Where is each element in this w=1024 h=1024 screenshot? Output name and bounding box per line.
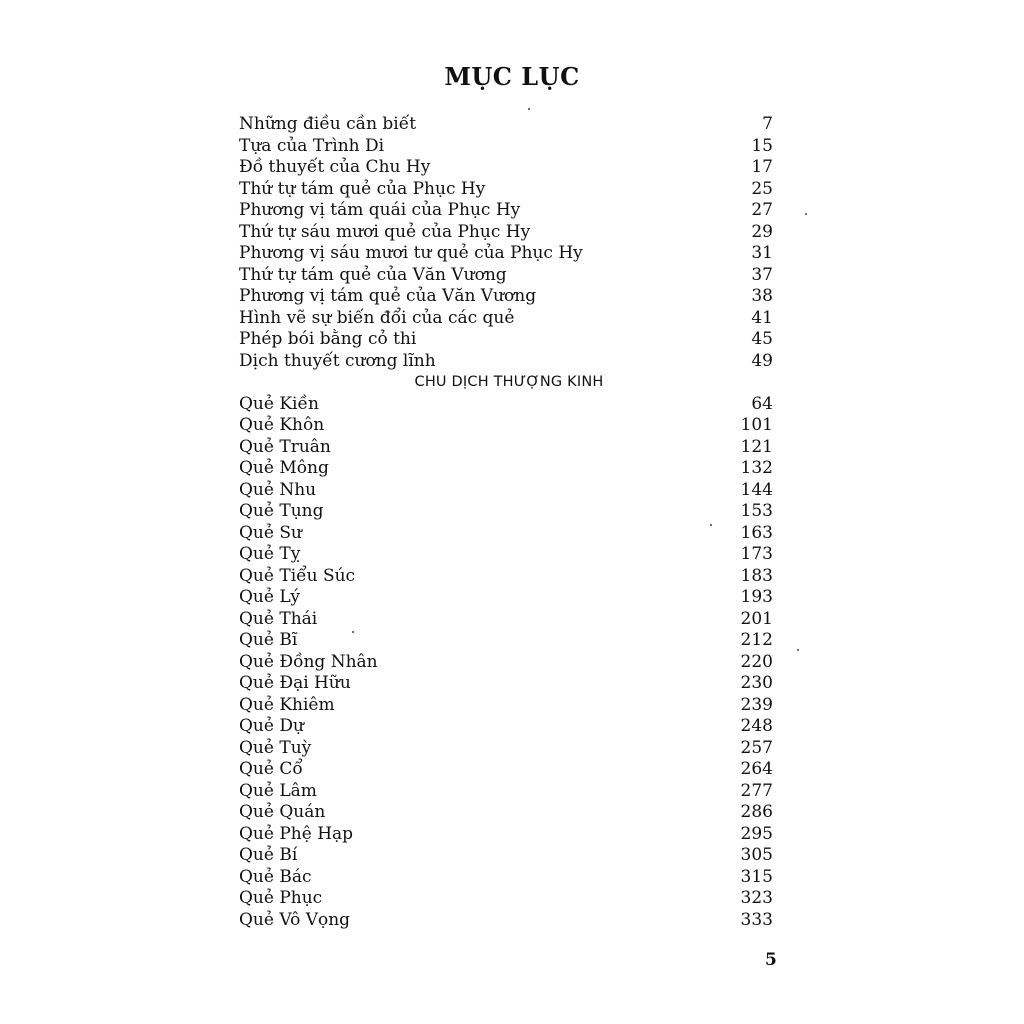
toc-entry xyxy=(239,480,779,502)
toc-entry xyxy=(239,566,779,588)
table-of-contents xyxy=(239,114,779,931)
toc-entry-label: Quẻ Tuỳ xyxy=(239,737,312,758)
toc-entry xyxy=(239,888,779,910)
toc-entry xyxy=(239,415,779,437)
toc-entry-page: 257 xyxy=(740,737,773,758)
toc-entry-page: 49 xyxy=(751,350,773,371)
toc-entry xyxy=(239,759,779,781)
toc-entry xyxy=(239,609,779,631)
toc-entry-page: 230 xyxy=(740,673,773,693)
toc-entry xyxy=(239,458,779,480)
toc-entry-page: 27 xyxy=(751,200,773,220)
toc-entry-page: 295 xyxy=(740,823,773,844)
toc-entry-label: Quẻ Thái xyxy=(239,608,318,629)
toc-entry-page: 153 xyxy=(740,501,773,521)
toc-entry-label: Phương vị tám quái của Phục Hy xyxy=(239,200,521,220)
toc-entry-page: 7 xyxy=(762,114,773,134)
toc-entry-page: 41 xyxy=(751,307,773,328)
toc-entry-page: 163 xyxy=(740,522,773,543)
toc-entry-label: Đồ thuyết của Chu Hy xyxy=(239,157,431,177)
toc-entry-page: 29 xyxy=(751,221,773,242)
toc-entry-page: 144 xyxy=(740,479,773,500)
toc-entry-label: Quẻ Đồng Nhân xyxy=(239,651,378,672)
toc-entry xyxy=(239,200,779,222)
toc-entry-label: Thứ tự tám quẻ của Văn Vương xyxy=(239,264,507,285)
toc-entry-label: Quẻ Sư xyxy=(239,522,302,543)
toc-entry xyxy=(239,394,779,416)
toc-entry-label: Quẻ Lâm xyxy=(239,780,317,801)
toc-entry xyxy=(239,501,779,523)
toc-entry-page: 31 xyxy=(751,243,773,263)
toc-entry xyxy=(239,157,779,179)
toc-entry xyxy=(239,781,779,803)
toc-entry-label: Phép bói bằng cỏ thi xyxy=(239,329,417,349)
toc-entry-label: Quẻ Khiêm xyxy=(239,694,335,715)
toc-entry xyxy=(239,673,779,695)
toc-entry-label: Quẻ Quán xyxy=(239,802,326,822)
toc-entry-page: 101 xyxy=(740,415,773,435)
print-speck xyxy=(710,524,712,526)
toc-entry xyxy=(239,179,779,201)
toc-entry xyxy=(239,544,779,566)
toc-entry xyxy=(239,308,779,330)
toc-entry xyxy=(239,824,779,846)
toc-entry-label: Quẻ Khôn xyxy=(239,415,325,435)
toc-entry-label: Quẻ Vô Vọng xyxy=(239,909,351,930)
toc-entry-label: Thứ tự sáu mươi quẻ của Phục Hy xyxy=(239,221,531,242)
toc-entry xyxy=(239,523,779,545)
toc-entry xyxy=(239,114,779,136)
toc-entry-page: 25 xyxy=(751,178,773,199)
toc-entry-page: 264 xyxy=(740,759,773,779)
toc-entry-page: 305 xyxy=(740,845,773,865)
toc-entry-page: 173 xyxy=(740,544,773,564)
toc-entry-page: 45 xyxy=(751,329,773,349)
toc-entry-page: 212 xyxy=(740,630,773,650)
toc-entry xyxy=(239,265,779,287)
page-title: MỤC LỤC xyxy=(444,62,580,91)
toc-entry xyxy=(239,222,779,244)
toc-entry-page: 333 xyxy=(740,909,773,930)
toc-entry-label: Quẻ Đại Hữu xyxy=(239,673,351,693)
toc-entry-label: Quẻ Cổ xyxy=(239,759,303,779)
print-speck xyxy=(528,108,530,110)
toc-entry xyxy=(239,738,779,760)
toc-entry xyxy=(239,329,779,351)
toc-entry-page: 17 xyxy=(751,157,773,177)
toc-entry-label: Quẻ Bĩ xyxy=(239,630,298,650)
toc-entry-label: Quẻ Bác xyxy=(239,866,312,887)
toc-entry xyxy=(239,136,779,158)
toc-entry-page: 277 xyxy=(740,780,773,801)
toc-entry-page: 37 xyxy=(751,264,773,285)
toc-entry-page: 220 xyxy=(740,651,773,672)
toc-entry-label: Tựa của Trình Di xyxy=(239,135,385,156)
toc-entry xyxy=(239,910,779,932)
toc-entry xyxy=(239,652,779,674)
toc-entry-page: 183 xyxy=(740,565,773,586)
toc-entry-label: Những điều cần biết xyxy=(239,114,417,134)
toc-entry-label: Phương vị sáu mươi tư quẻ của Phục Hy xyxy=(239,243,583,263)
toc-entry xyxy=(239,867,779,889)
toc-entry-page: 201 xyxy=(740,608,773,629)
toc-entry-label: Quẻ Phệ Hạp xyxy=(239,823,354,844)
toc-entry-page: 239 xyxy=(740,694,773,715)
toc-entry-label: Quẻ Phục xyxy=(239,888,323,908)
toc-entry-page: 286 xyxy=(740,802,773,822)
toc-entry-page: 15 xyxy=(751,135,773,156)
toc-entry-page: 323 xyxy=(740,888,773,908)
section-heading-label: CHU DỊCH THƯỢNG KINH xyxy=(414,374,604,390)
section-heading xyxy=(239,372,779,394)
toc-entry-label: Quẻ Mông xyxy=(239,458,329,478)
print-speck xyxy=(352,631,354,633)
toc-entry xyxy=(239,845,779,867)
toc-entry-page: 121 xyxy=(740,436,773,457)
toc-entry-label: Quẻ Nhu xyxy=(239,479,317,500)
toc-entry-label: Thứ tự tám quẻ của Phục Hy xyxy=(239,178,486,199)
toc-entry xyxy=(239,716,779,738)
toc-entry-page: 193 xyxy=(740,587,773,607)
toc-entry-page: 132 xyxy=(740,458,773,478)
toc-entry-page: 315 xyxy=(740,866,773,887)
toc-entry-label: Quẻ Tiểu Súc xyxy=(239,565,356,586)
toc-entry-label: Quẻ Kiền xyxy=(239,393,319,414)
toc-entry-label: Quẻ Truân xyxy=(239,436,331,457)
toc-entry xyxy=(239,587,779,609)
toc-entry-label: Dịch thuyết cương lĩnh xyxy=(239,350,436,371)
toc-entry-label: Quẻ Dự xyxy=(239,716,304,736)
toc-entry-label: Quẻ Tụng xyxy=(239,501,324,521)
print-speck xyxy=(797,649,799,651)
toc-entry xyxy=(239,286,779,308)
toc-entry-label: Quẻ Lý xyxy=(239,587,300,607)
toc-entry-page: 64 xyxy=(751,393,773,414)
toc-entry xyxy=(239,695,779,717)
toc-entry xyxy=(239,802,779,824)
toc-entry-page: 248 xyxy=(740,716,773,736)
toc-entry-label: Quẻ Bí xyxy=(239,845,298,865)
toc-entry xyxy=(239,351,779,373)
page-number: 5 xyxy=(765,950,777,970)
toc-entry-page: 38 xyxy=(751,286,773,306)
toc-entry-label: Quẻ Tỵ xyxy=(239,544,301,564)
toc-entry xyxy=(239,243,779,265)
toc-entry-label: Phương vị tám quẻ của Văn Vương xyxy=(239,286,537,306)
toc-entry xyxy=(239,630,779,652)
toc-entry xyxy=(239,437,779,459)
toc-entry-label: Hình vẽ sự biến đổi của các quẻ xyxy=(239,307,515,328)
print-speck xyxy=(805,213,807,215)
